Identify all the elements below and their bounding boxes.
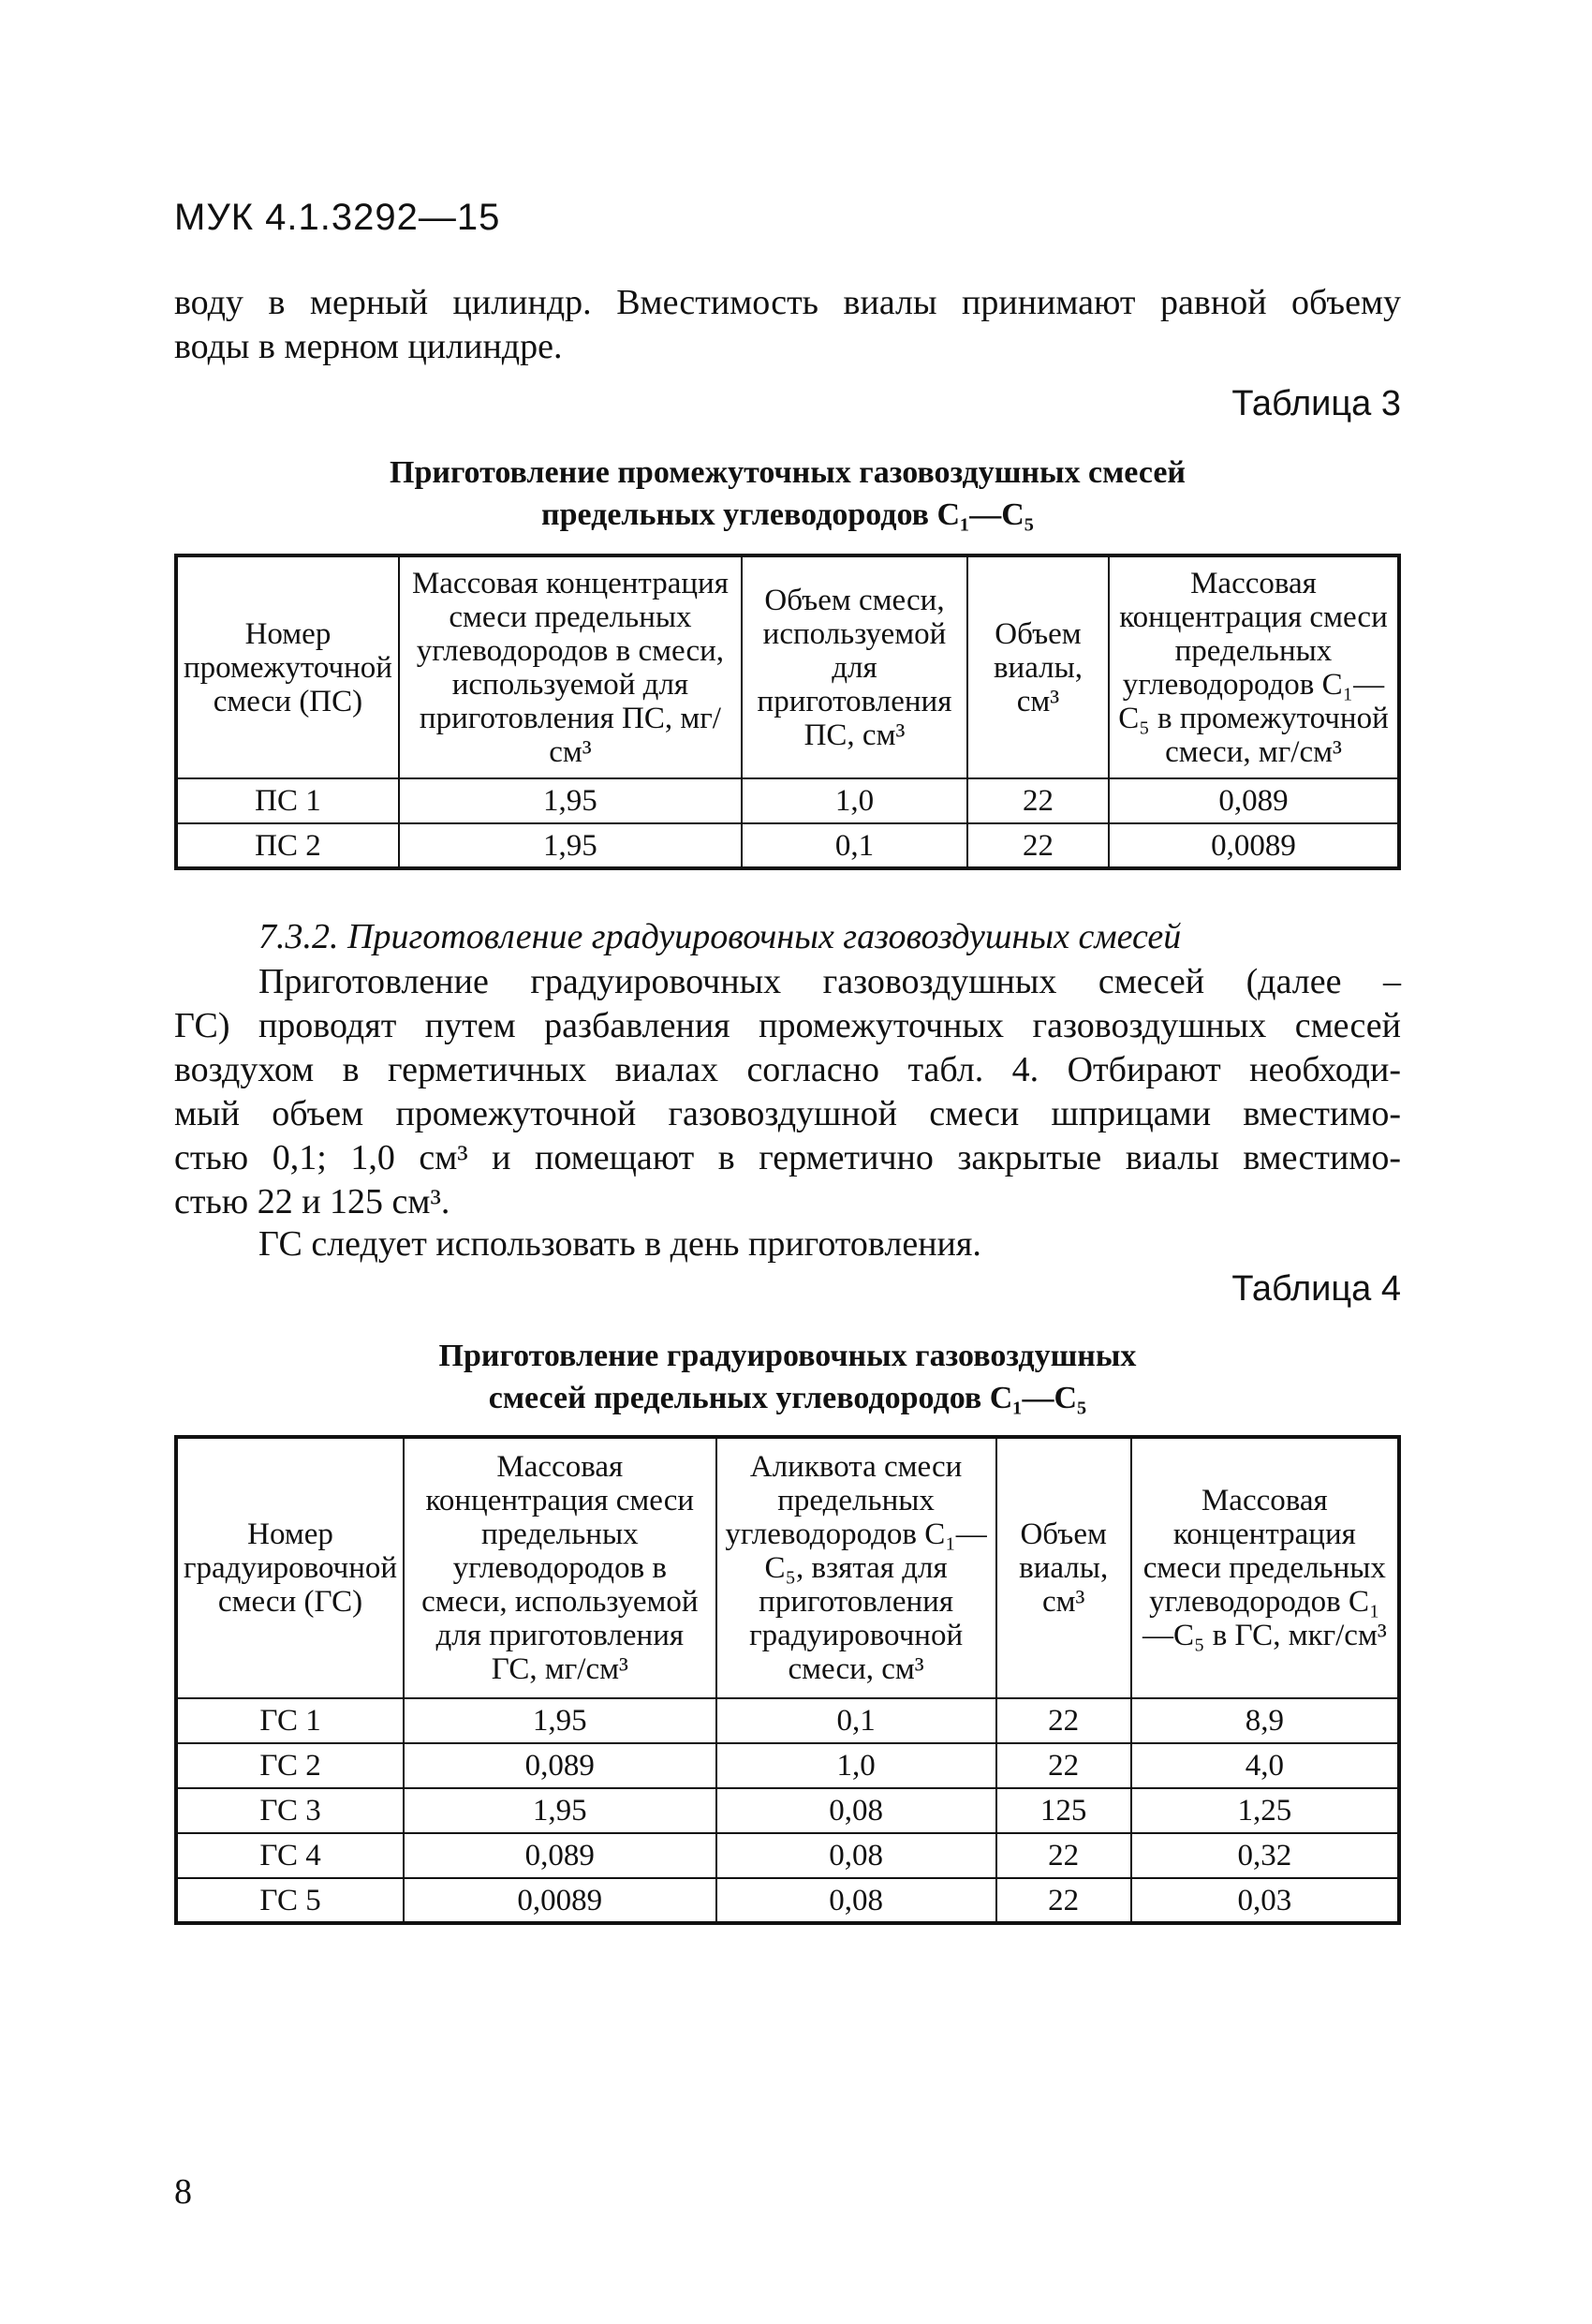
table-row (176, 1878, 1399, 1923)
table-row (176, 1833, 1399, 1878)
table-cell: ПС 2 (176, 823, 399, 868)
table-cell: 22 (996, 1698, 1131, 1743)
table-cell: 22 (967, 823, 1109, 868)
table4-header-cell: Объем виалы, см³ (996, 1437, 1131, 1698)
table-cell: 0,32 (1131, 1833, 1399, 1878)
table-row (176, 1743, 1399, 1788)
document-code: МУК 4.1.3292—15 (174, 197, 501, 238)
table-row (176, 778, 1399, 823)
table-cell: 0,089 (404, 1743, 715, 1788)
table4-caption (174, 1335, 1401, 1419)
section-paragraph-2: ГС следует использовать в день приготовления. (258, 1224, 981, 1264)
table3 (174, 554, 1401, 870)
table-cell: ГС 1 (176, 1698, 404, 1743)
table-row (176, 1698, 1399, 1743)
section-line: стью 0,1; 1,0 см³ и помещают в герметично закрытые виалы вместимо- (174, 1138, 1401, 1177)
table4 (174, 1435, 1401, 1925)
table4-label: Таблица 4 (1231, 1269, 1401, 1309)
table3-header-row (176, 555, 1399, 778)
table4-header-cell: Номер градуировочной смеси (ГС) (176, 1437, 404, 1698)
table3-header-cell: Номер промежуточной смеси (ПС) (176, 555, 399, 778)
table4-caption-line2: смесей предельных углеводородов С₁—С₅ (488, 1381, 1087, 1415)
table3-header-cell: Объем смеси, используемой для приготовления ПС, см³ (742, 555, 967, 778)
table-cell: 0,08 (716, 1878, 996, 1923)
table-cell: 1,95 (404, 1698, 715, 1743)
table-cell: 22 (996, 1878, 1131, 1923)
intro-line: воды в мерном цилиндре. (174, 327, 563, 366)
table-cell: 0,08 (716, 1788, 996, 1833)
table3-caption (174, 451, 1401, 536)
table4-header-cell: Массовая концентрация смеси предельных углеводородов в смеси, используемой для приготовления ГС, мг/см³ (404, 1437, 715, 1698)
table-cell: 0,0089 (404, 1878, 715, 1923)
table-cell: 8,9 (1131, 1698, 1399, 1743)
table-cell: 1,95 (399, 823, 742, 868)
table3-caption-line1: Приготовление промежуточных газовоздушных смесей (390, 455, 1186, 490)
table3-caption-line2: предельных углеводородов С₁—С₅ (541, 497, 1034, 532)
section-line: ГС) проводят путем разбавления промежуточных газовоздушных смесей (174, 1006, 1401, 1045)
section-line: воздухом в герметичных виалах согласно табл. 4. Отбирают необходи- (174, 1050, 1401, 1089)
table-cell: 1,0 (742, 778, 967, 823)
table-cell: 22 (996, 1833, 1131, 1878)
table-cell: 0,1 (742, 823, 967, 868)
section-line: Приготовление градуировочных газовоздушных смесей (далее – (258, 962, 1401, 1001)
table4-header-row (176, 1437, 1399, 1698)
table-cell: ГС 2 (176, 1743, 404, 1788)
table-cell: 0,08 (716, 1833, 996, 1878)
table-cell: 0,089 (404, 1833, 715, 1878)
section-title: 7.3.2. Приготовление градуировочных газовоздушных смесей (258, 917, 1182, 956)
table-cell: 0,1 (716, 1698, 996, 1743)
table-cell: 0,0089 (1109, 823, 1399, 868)
intro-paragraph (174, 281, 1401, 369)
table-cell: 0,03 (1131, 1878, 1399, 1923)
table-row (176, 1788, 1399, 1833)
table-cell: ГС 4 (176, 1833, 404, 1878)
table-cell: 0,089 (1109, 778, 1399, 823)
table-cell: 22 (967, 778, 1109, 823)
section-line: мый объем промежуточной газовоздушной смеси шприцами вместимо- (174, 1094, 1401, 1133)
section-line: стью 22 и 125 см³. (174, 1182, 450, 1221)
section-paragraph (174, 960, 1401, 1224)
table-cell: 1,25 (1131, 1788, 1399, 1833)
table-cell: ГС 5 (176, 1878, 404, 1923)
table-row (176, 823, 1399, 868)
intro-line: воду в мерный цилиндр. Вместимость виалы принимают равной объему (174, 283, 1401, 322)
table4-header-cell: Аликвота смеси предельных углеводородов С₁—С₅, взятая для приготовления градуировочной смеси, см³ (716, 1437, 996, 1698)
table4-header-cell: Массовая концентрация смеси предельных углеводородов С₁—С₅ в ГС, мкг/см³ (1131, 1437, 1399, 1698)
table-cell: 125 (996, 1788, 1131, 1833)
table4-caption-line1: Приготовление градуировочных газовоздушных (438, 1339, 1137, 1373)
table-cell: 4,0 (1131, 1743, 1399, 1788)
table3-header-cell: Объем виалы, см³ (967, 555, 1109, 778)
table3-header-cell: Массовая концентрация смеси предельных углеводородов в смеси, используемой для приготовления ПС, мг/см³ (399, 555, 742, 778)
table-cell: ГС 3 (176, 1788, 404, 1833)
table-cell: 1,95 (404, 1788, 715, 1833)
table-cell: ПС 1 (176, 778, 399, 823)
table-cell: 22 (996, 1743, 1131, 1788)
page-number: 8 (174, 2172, 192, 2212)
table3-header-cell: Массовая концентрация смеси предельных углеводородов С₁—С₅ в промежуточной смеси, мг/см³ (1109, 555, 1399, 778)
table3-label: Таблица 3 (1231, 384, 1401, 423)
table-cell: 1,0 (716, 1743, 996, 1788)
table-cell: 1,95 (399, 778, 742, 823)
